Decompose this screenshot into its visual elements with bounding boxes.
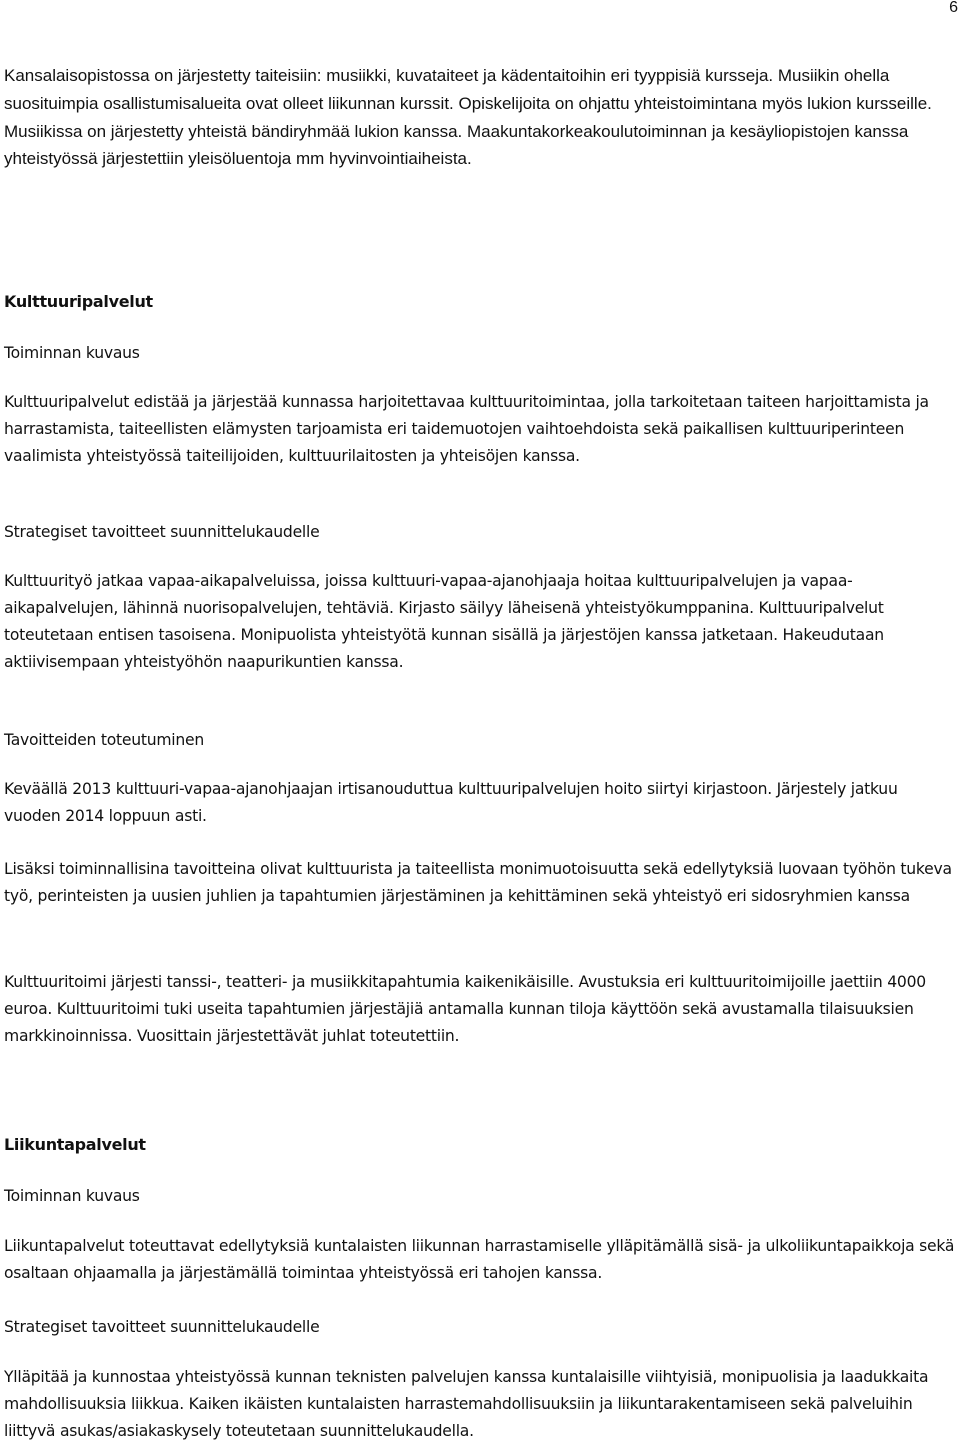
kulttuuri-strategiset-label: Strategiset tavoitteet suunnittelukaudelle: [4, 523, 320, 541]
liikunta-heading: Liikuntapalvelut: [4, 1135, 146, 1154]
kulttuuri-toiminnan-kuvaus-text: Kulttuuripalvelut edistää ja järjestää kunnassa harjoitettavaa kulttuuritoimintaa, jolla tarkoitetaan taiteen harjoittamista ja harrastamista, taiteellisten elämysten tarjoamista eri taidemuotojen vaihtoehdoista sekä paikallisen kulttuuriperinteen vaalimista yhteistyössä taiteilijoiden, kulttuurilaitosten ja yhteisöjen kanssa.: [4, 393, 929, 465]
kulttuuri-toteutuminen-p3: Kulttuuritoimi järjesti tanssi-, teatteri- ja musiikkitapahtumia kaikenikäisille. Avustuksia eri kulttuuritoimijoille jaettiin 4000 euroa. Kulttuuritoimi tuki useita tapahtumien järjestäjiä antamalla kunnan tiloja käyttöön sekä avustamalla tilaisuuksien markkinoinnissa. Vuosittain järjestettävät juhlat toteutettiin.: [4, 973, 926, 1045]
page-number: 6: [949, 0, 958, 16]
kulttuuri-toteutuminen-p2: Lisäksi toiminnallisina tavoitteina olivat kulttuurista ja taiteellista monimuotoisuutta sekä edellytyksiä luovaan työhön tukeva työ, perinteisten ja uusien juhlien ja tapahtumien järjestäminen ja kehittäminen sekä yhteistyö eri sidosryhmien kanssa: [4, 860, 952, 905]
liikunta-strategiset-text: Ylläpitää ja kunnostaa yhteistyössä kunnan teknisten palvelujen kanssa kuntalaisille viihtyisiä, monipuolisia ja laadukkaita mahdollisuuksia liikkua. Kaiken ikäisten kuntalaisten harrastemahdollisuuksiin ja liikuntarakentamiseen sekä palveluihin liittyvä asukas/asiakaskysely toteutetaan suunnittelukaudella.: [4, 1368, 929, 1440]
intro-paragraph: Kansalaisopistossa on järjestetty taiteisiin: musiikki, kuvataiteet ja kädentaitoihin eri tyyppisiä kursseja. Musiikin ohella suosituimpia osallistumisalueita ovat olleet liikunnan kurssit. Opiskelijoita on ohjattu yhteistoimintana myös lukion kursseille. Musiikissa on järjestetty yhteistä bändiryhmää lukion kanssa. Maakuntakorkeakoulutoiminnan ja kesäyliopistojen kanssa yhteistyössä järjestettiin yleisöluentoja mm hyvinvointiaiheista.: [4, 66, 932, 169]
kulttuuri-toteutuminen-p1: Keväällä 2013 kulttuuri-vapaa-ajanohjaajan irtisanouduttua kulttuuripalvelujen hoito siirtyi kirjastoon. Järjestely jatkuu vuoden 2014 loppuun asti.: [4, 780, 898, 825]
liikunta-strategiset-label: Strategiset tavoitteet suunnittelukaudelle: [4, 1318, 320, 1336]
liikunta-toiminnan-kuvaus-text: Liikuntapalvelut toteuttavat edellytyksiä kuntalaisten liikunnan harrastamiselle ylläpitämällä sisä- ja ulkoliikuntapaikkoja sekä osaltaan ohjaamalla ja järjestämällä toimintaa yhteistyössä eri tahojen kanssa.: [4, 1237, 955, 1282]
kulttuuri-toiminnan-kuvaus-label: Toiminnan kuvaus: [4, 344, 140, 362]
liikunta-toiminnan-kuvaus-label: Toiminnan kuvaus: [4, 1187, 140, 1205]
kulttuuri-strategiset-text: Kulttuurityö jatkaa vapaa-aikapalveluissa, joissa kulttuuri-vapaa-ajanohjaaja hoitaa kulttuuripalvelujen ja vapaa-aikapalvelujen, lähinnä nuorisopalvelujen, tehtäviä. Kirjasto säilyy läheisenä yhteistyökumppanina. Kulttuuripalvelut toteutetaan entisen tasoisena. Monipuolista yhteistyötä kunnan sisällä ja järjestöjen kanssa jatketaan. Hakeudutaan aktiivisempaan yhteistyöhön naapurikuntien kanssa.: [4, 572, 884, 671]
kulttuuri-heading: Kulttuuripalvelut: [4, 292, 153, 311]
kulttuuri-toteutuminen-label: Tavoitteiden toteutuminen: [4, 731, 204, 749]
